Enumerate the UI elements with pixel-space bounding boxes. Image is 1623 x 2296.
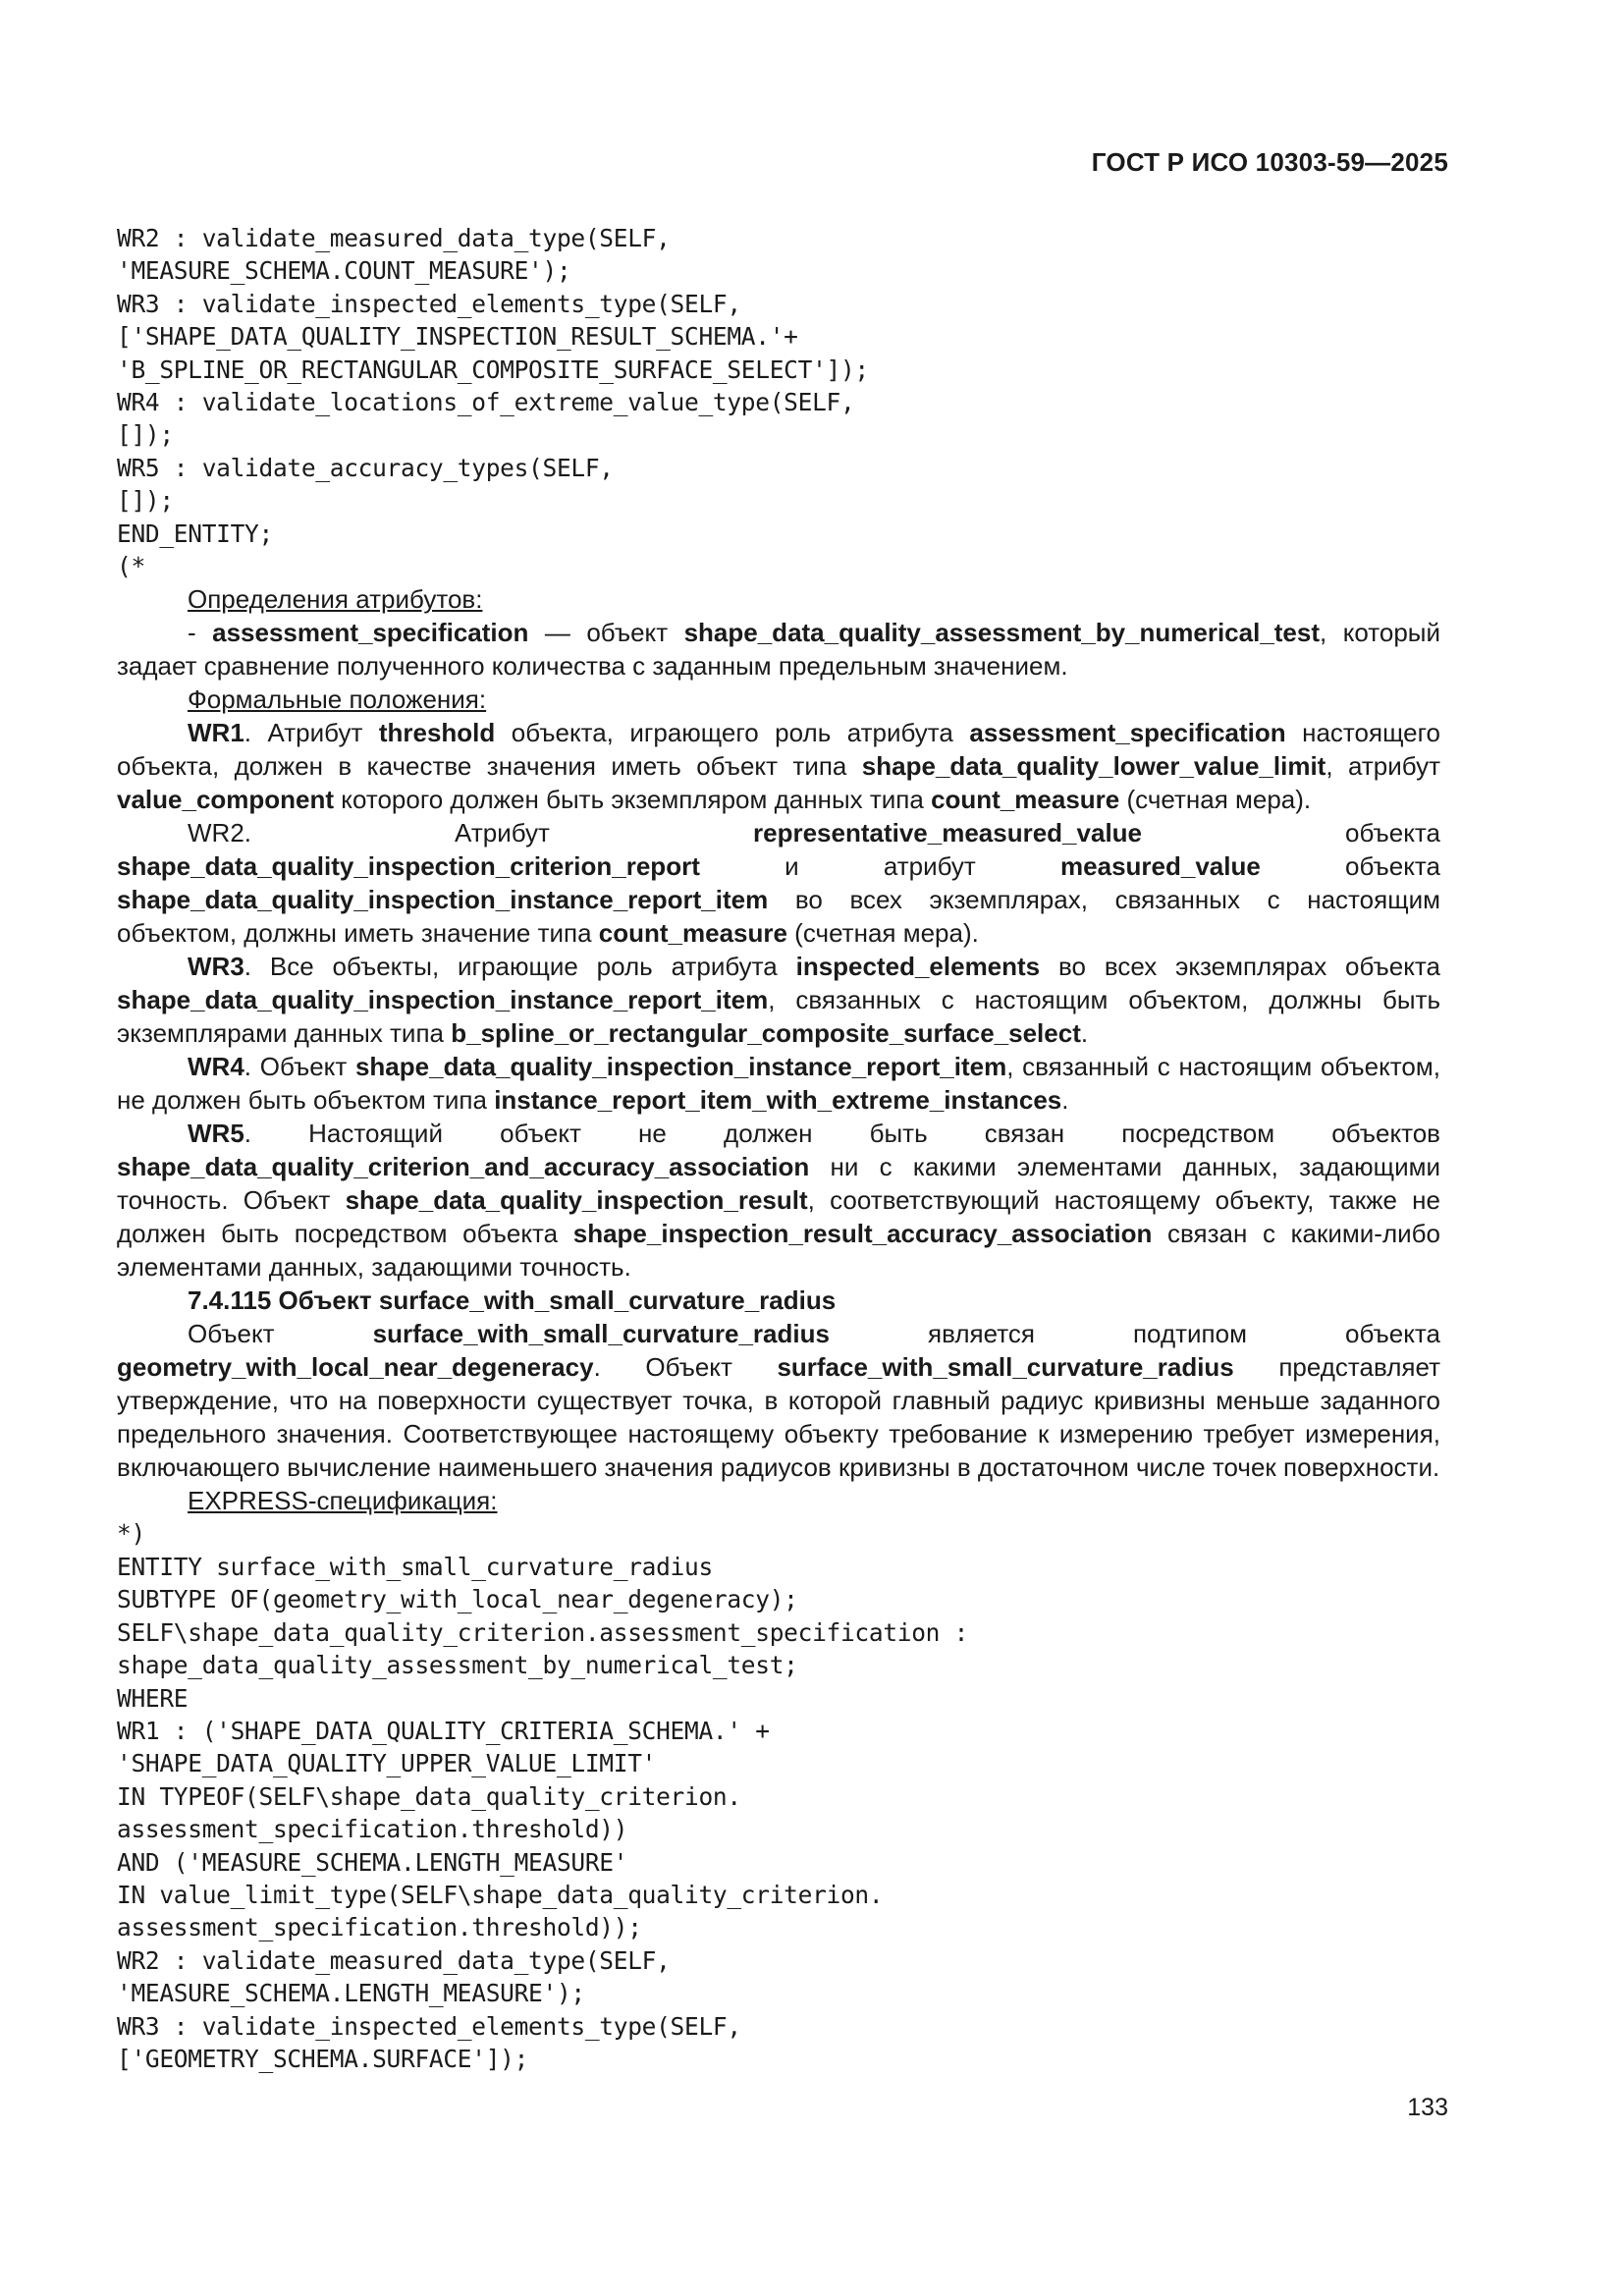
- attribute-definitions-heading: Определения атрибутов:: [188, 584, 483, 615]
- section-description: Объект surface_with_small_curvature_radius является подтипом объекта geometry_with_local_near_degeneracy. Объект surface_with_small_curvature_radius представляет утверждение, что на поверхности существует точка, в которой главный радиус кривизны меньше заданного предельного значения. Соответствующее настоящему объекту требование к измерению требует измерения, включающего вычисление наименьшего значения радиусов кривизны в достаточном числе точек поверхности.: [117, 1319, 1440, 1483]
- code-line: ENTITY surface_with_small_curvature_radius: [117, 1552, 713, 1581]
- express-code-block-bottom: [117, 1517, 1440, 2075]
- code-line: WR3 : validate_inspected_elements_type(SELF,: [117, 289, 741, 318]
- code-line: SUBTYPE OF(geometry_with_local_near_degeneracy);: [117, 1585, 798, 1614]
- code-line: ['SHAPE_DATA_QUALITY_INSPECTION_RESULT_SCHEMA.'+: [117, 322, 798, 352]
- code-line: IN value_limit_type(SELF\shape_data_quality_criterion.: [117, 1880, 884, 1909]
- code-line: AND ('MEASURE_SCHEMA.LENGTH_MEASURE': [117, 1847, 628, 1877]
- code-line: (*: [117, 552, 145, 581]
- code-line: 'SHAPE_DATA_QUALITY_UPPER_VALUE_LIMIT': [117, 1749, 657, 1778]
- code-line: IN TYPEOF(SELF\shape_data_quality_criterion.: [117, 1781, 741, 1811]
- code-line: assessment_specification.threshold)): [117, 1815, 628, 1844]
- page-content: [117, 222, 1440, 2075]
- code-line: WR5 : validate_accuracy_types(SELF,: [117, 453, 614, 482]
- code-line: WR4 : validate_locations_of_extreme_value_type(SELF,: [117, 388, 855, 417]
- code-line: []);: [117, 420, 174, 450]
- code-line: shape_data_quality_assessment_by_numerical_test;: [117, 1651, 798, 1680]
- page-number: 133: [1407, 2094, 1448, 2121]
- express-code-block-top: [117, 222, 1440, 582]
- wr3-paragraph: WR3. Все объекты, играющие роль атрибута inspected_elements во всех экземплярах объекта shape_data_quality_inspection_instance_report_item, связанных с настоящим объектом, должны быть экземплярами данных типа b_spline_or_rectangular_composite_surface_select.: [117, 952, 1440, 1049]
- attribute-definition-paragraph: - assessment_specification — объект shape_data_quality_assessment_by_numerical_test, который задает сравнение полученного количества с заданным предельным значением.: [117, 618, 1441, 682]
- code-line: SELF\shape_data_quality_criterion.assessment_specification :: [117, 1617, 969, 1647]
- code-line: assessment_specification.threshold));: [117, 1913, 642, 1942]
- wr1-paragraph: WR1. Атрибут threshold объекта, играющего роль атрибута assessment_specification настоящего объекта, должен в качестве значения иметь объект типа shape_data_quality_lower_value_limit, атрибут value_component которого должен быть экземпляром данных типа count_measure (счетная мера).: [117, 718, 1441, 815]
- code-line: 'B_SPLINE_OR_RECTANGULAR_COMPOSITE_SURFACE_SELECT']);: [117, 355, 869, 384]
- express-spec-heading: EXPRESS-спецификация:: [188, 1486, 498, 1516]
- wr2-paragraph: WR2. Атрибут representative_measured_value объекта shape_data_quality_inspection_criterion_report и атрибут measured_value объекта shape_data_quality_inspection_instance_report_item во всех экземплярах, связанных с настоящим объектом, должны иметь значение типа count_measure (счетная мера).: [117, 818, 1441, 949]
- code-line: WR1 : ('SHAPE_DATA_QUALITY_CRITERIA_SCHEMA.' +: [117, 1716, 770, 1745]
- code-line: *): [117, 1519, 145, 1549]
- code-line: WR2 : validate_measured_data_type(SELF,: [117, 1945, 671, 1975]
- wr5-paragraph: WR5. Настоящий объект не должен быть связан посредством объектов shape_data_quality_criterion_and_accuracy_association ни с какими элементами данных, задающими точность. Объект shape_data_quality_inspection_result, соответствующий настоящему объекту, также не должен быть посредством объекта shape_inspection_result_accuracy_association связан с какими-либо элементами данных, задающими точность.: [117, 1119, 1440, 1283]
- code-line: 'MEASURE_SCHEMA.COUNT_MEASURE');: [117, 256, 571, 286]
- code-line: 'MEASURE_SCHEMA.LENGTH_MEASURE');: [117, 1979, 585, 2008]
- code-line: []);: [117, 486, 174, 516]
- code-line: WR3 : validate_inspected_elements_type(SELF,: [117, 2011, 741, 2041]
- standard-header: ГОСТ Р ИСО 10303-59—2025: [1091, 147, 1448, 177]
- code-line: WHERE: [117, 1683, 189, 1713]
- code-line: WR2 : validate_measured_data_type(SELF,: [117, 224, 671, 252]
- formal-propositions-heading: Формальные положения:: [188, 684, 487, 715]
- code-line: ['GEOMETRY_SCHEMA.SURFACE']);: [117, 2044, 529, 2073]
- prose-block: [117, 582, 1440, 1517]
- code-line: END_ENTITY;: [117, 519, 273, 548]
- section-heading: 7.4.115 Объект surface_with_small_curvature_radius: [188, 1285, 837, 1316]
- wr4-paragraph: WR4. Объект shape_data_quality_inspection_instance_report_item, связанный с настоящим объектом, не должен быть объектом типа instance_report_item_with_extreme_instances.: [117, 1052, 1440, 1116]
